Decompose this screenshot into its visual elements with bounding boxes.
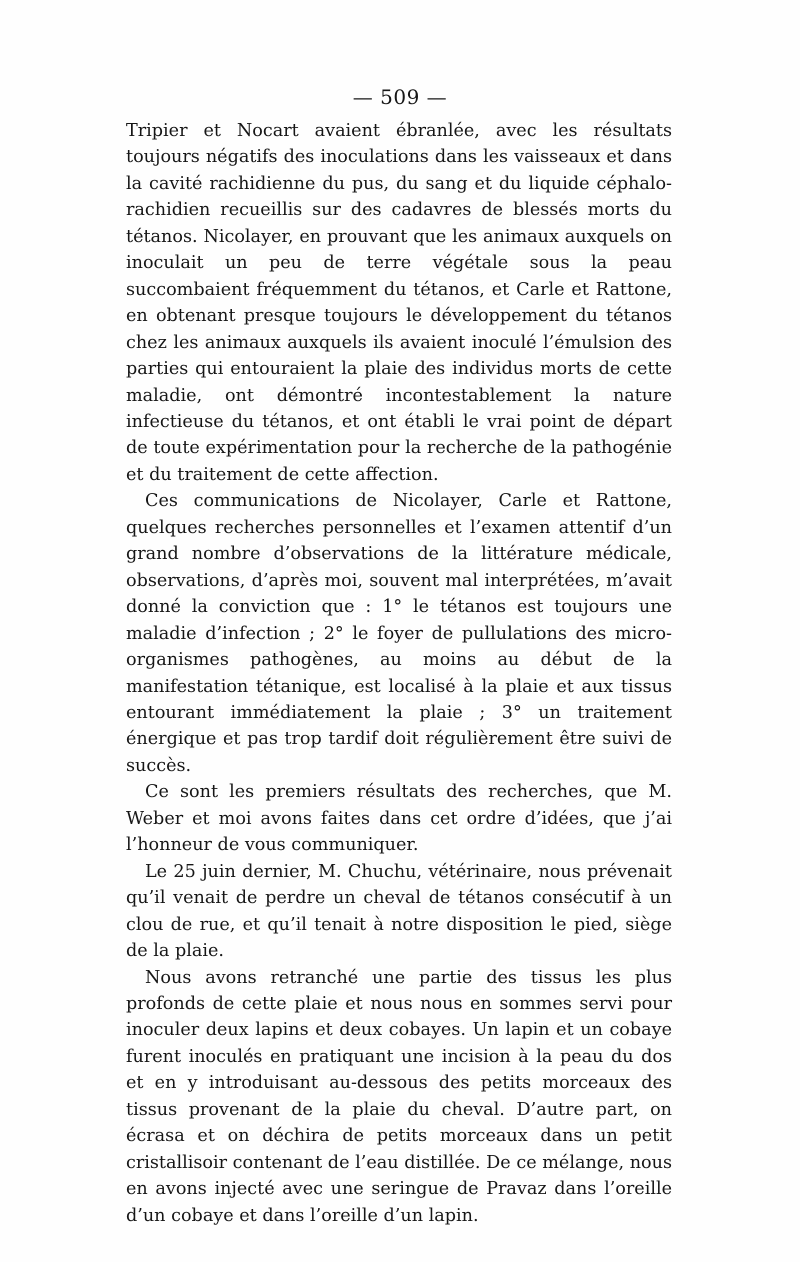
paragraph: Tripier et Nocart avaient ébranlée, avec les résultats toujours négatifs des inoculations dans les vaisseaux et dans la cavité rachidienne du pus, du sang et du liquide céphalo-rachidien recueillis sur des cadavres de blessés morts du tétanos. Nicolayer, en prouvant que les animaux auxquels on inoculait un peu de terre végétale sous la peau succombaient fréquemment du tétanos, et Carle et Rattone, en obtenant presque toujours le développement du tétanos chez les animaux auxquels ils avaient inoculé l’émulsion des parties qui entouraient la plaie des individus morts de cette maladie, ont démontré incontestablement la nature infectieuse du tétanos, et ont établi le vrai point de départ de toute expérimentation pour la recherche de la pathogénie et du traitement de cette affection. bbox=[126, 121, 672, 485]
paragraph: Le 25 juin dernier, M. Chuchu, vétérinaire, nous prévenait qu’il venait de perdre un cheval de tétanos consécutif à un clou de rue, et qu’il tenait à notre disposition le pied, siège de la plaie. bbox=[126, 861, 672, 962]
page-number: — 509 — bbox=[352, 85, 448, 109]
body-text bbox=[126, 118, 672, 1229]
paragraph: Ce sont les premiers résultats des recherches, que M. Weber et moi avons faites dans cet ordre d’idées, que j’ai l’honneur de vous communiquer. bbox=[126, 782, 672, 856]
paragraph: Ces communications de Nicolayer, Carle et Rattone, quelques recherches personnelles et l’examen attentif d’un grand nombre d’observations de la littérature médicale, observations, d’après moi, souvent mal interprétées, m’avait donné la conviction que : 1° le tétanos est toujours une maladie d’infection ; 2° le foyer de pullulations des micro-organismes pathogènes, au moins au début de la manifestation tétanique, est localisé à la plaie et aux tissus entourant immédiatement la plaie ; 3° un traitement énergique et pas trop tardif doit régulièrement être suivi de succès. bbox=[126, 491, 672, 776]
paragraph: Nous avons retranché une partie des tissus les plus profonds de cette plaie et nous nous en sommes servi pour inoculer deux lapins et deux cobayes. Un lapin et un cobaye furent inoculés en pratiquant une incision à la peau du dos et en y introduisant au-dessous des petits morceaux des tissus provenant de la plaie du cheval. D’autre part, on écrasa et on déchira de petits morceaux dans un petit cristallisoir contenant de l’eau distillée. De ce mélange, nous en avons injecté avec une seringue de Pravaz dans l’oreille d’un cobaye et dans l’oreille d’un lapin. bbox=[126, 967, 672, 1226]
